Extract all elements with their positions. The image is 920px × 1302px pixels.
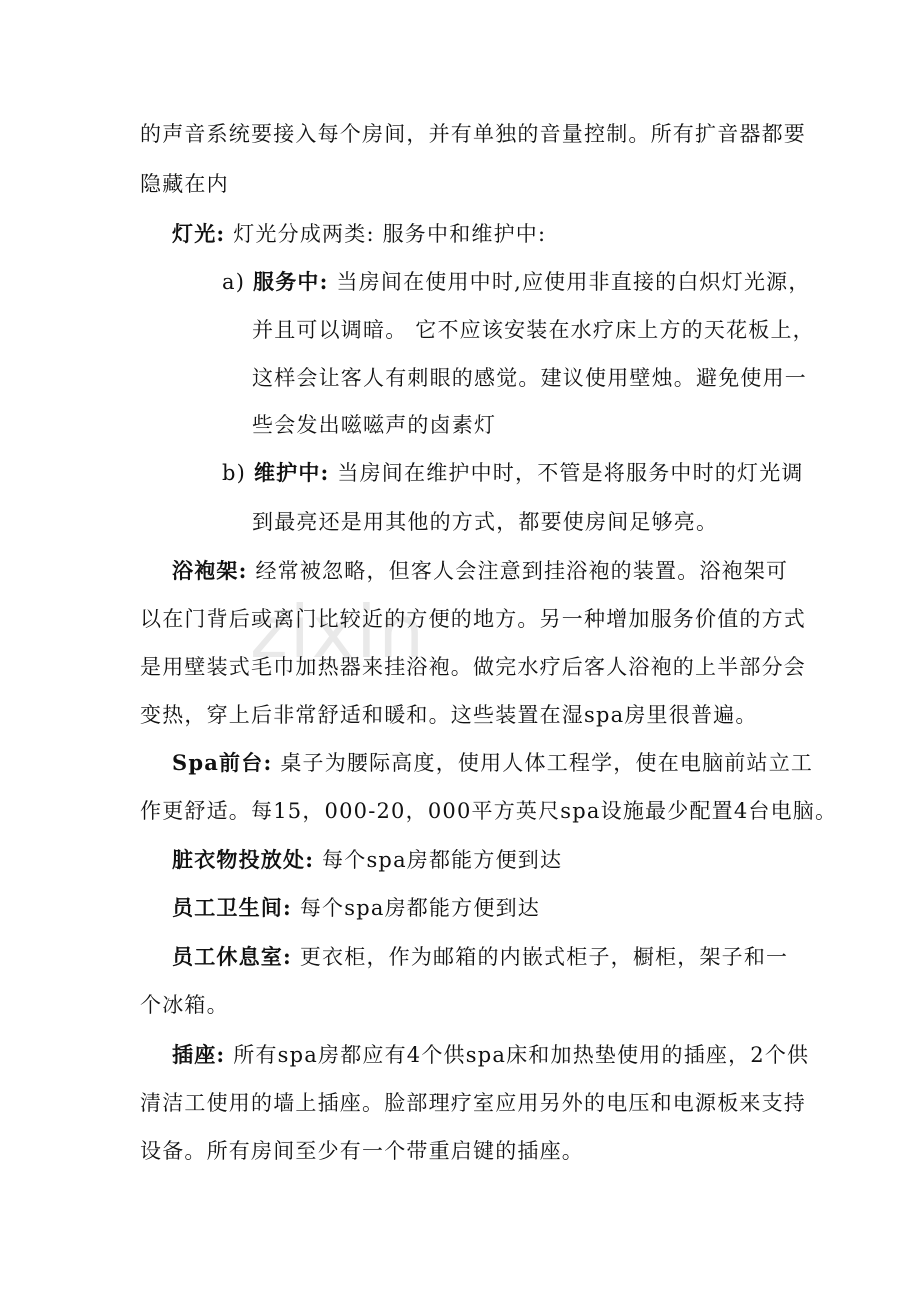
- paragraph-line: 变热，穿上后非常舒适和暖和。这些装置在湿spa房里很普遍。: [140, 703, 758, 727]
- staff-restroom-heading: 员工卫生间: [172, 895, 283, 920]
- paragraph-line: 隐藏在内: [140, 172, 229, 196]
- maintenance-heading: 维护中: [253, 460, 321, 485]
- lighting-text: 灯光分成两类: 服务中和维护中:: [233, 222, 547, 246]
- outlet-paragraph: [172, 1040, 809, 1070]
- paragraph-line: 作更舒适。每15，000-20，000平方英尺spa设施最少配置4台电脑。: [140, 799, 838, 823]
- heading-colon: :: [216, 221, 226, 246]
- front-desk-text: 桌子为腰际高度，使用人体工程学，使在电脑前站立工: [280, 751, 814, 775]
- paragraph-line: 清洁工使用的墙上插座。脸部理疗室应用另外的电压和电源板来支持: [140, 1091, 806, 1115]
- robe-rack-heading: 浴袍架: [172, 558, 239, 583]
- in-service-text: 当房间在使用中时,应使用非直接的白炽灯光源，: [336, 270, 811, 294]
- outlet-text: 所有spa房都应有4个供spa床和加热垫使用的插座，2个供: [233, 1043, 810, 1067]
- heading-colon: :: [319, 269, 329, 294]
- laundry-drop-heading: 脏衣物投放处: [172, 847, 306, 872]
- restroom-text: 每个spa房都能方便到达: [299, 896, 540, 920]
- maintenance-text: 当房间在维护中时，不管是将服务中时的灯光调: [337, 461, 804, 485]
- heading-colon: :: [238, 558, 248, 583]
- paragraph-line: 的声音系统要接入每个房间，并有单独的音量控制。所有扩音器都要: [140, 122, 806, 146]
- list-marker-b: b): [222, 461, 247, 485]
- laundry-text: 每个spa房都能方便到达: [322, 848, 563, 872]
- list-item-b: [222, 458, 804, 488]
- lighting-paragraph: [172, 219, 546, 249]
- robe-paragraph: [172, 556, 788, 586]
- restroom-paragraph: [172, 893, 540, 923]
- paragraph-line: 到最亮还是用其他的方式，都要使房间足够亮。: [252, 510, 719, 534]
- paragraph-line: 个冰箱。: [140, 993, 229, 1017]
- staff-lounge-heading: 员工休息室: [172, 944, 283, 969]
- lounge-paragraph: [172, 942, 788, 972]
- heading-colon: :: [263, 750, 273, 775]
- paragraph-line: 是用壁装式毛巾加热器来挂浴袍。做完水疗后客人浴袍的上半部分会: [140, 655, 806, 679]
- paragraph-line: 设备。所有房间至少有一个带重启键的插座。: [140, 1139, 584, 1163]
- paragraph-line: 些会发出嗞嗞声的卤素灯: [252, 413, 497, 437]
- watermark: zixin: [250, 590, 427, 674]
- heading-colon: :: [216, 1042, 226, 1067]
- heading-colon: :: [320, 460, 330, 485]
- robe-text: 经常被忽略，但客人会注意到挂浴袍的装置。浴袍架可: [255, 559, 789, 583]
- paragraph-line: 并且可以调暗。 它不应该安装在水疗床上方的天花板上，: [252, 318, 815, 342]
- list-marker-a: a): [222, 270, 246, 294]
- heading-colon: :: [305, 847, 315, 872]
- in-service-heading: 服务中: [253, 269, 320, 294]
- spa-front-desk-heading: Spa前台: [172, 750, 264, 775]
- paragraph-line: 以在门背后或离门比较近的方便的地方。另一种增加服务价值的方式: [140, 607, 806, 631]
- front-desk-paragraph: [172, 748, 813, 778]
- outlets-heading: 插座: [172, 1042, 217, 1067]
- heading-colon: :: [283, 944, 292, 969]
- lounge-text: 更衣柜，作为邮箱的内嵌式柜子，橱柜，架子和一: [299, 945, 789, 969]
- heading-colon: :: [283, 895, 292, 920]
- list-item-a: [222, 267, 811, 297]
- laundry-paragraph: [172, 845, 562, 875]
- lighting-heading: 灯光: [172, 221, 217, 246]
- paragraph-line: 这样会让客人有刺眼的感觉。建议使用壁烛。避免使用一: [252, 366, 807, 390]
